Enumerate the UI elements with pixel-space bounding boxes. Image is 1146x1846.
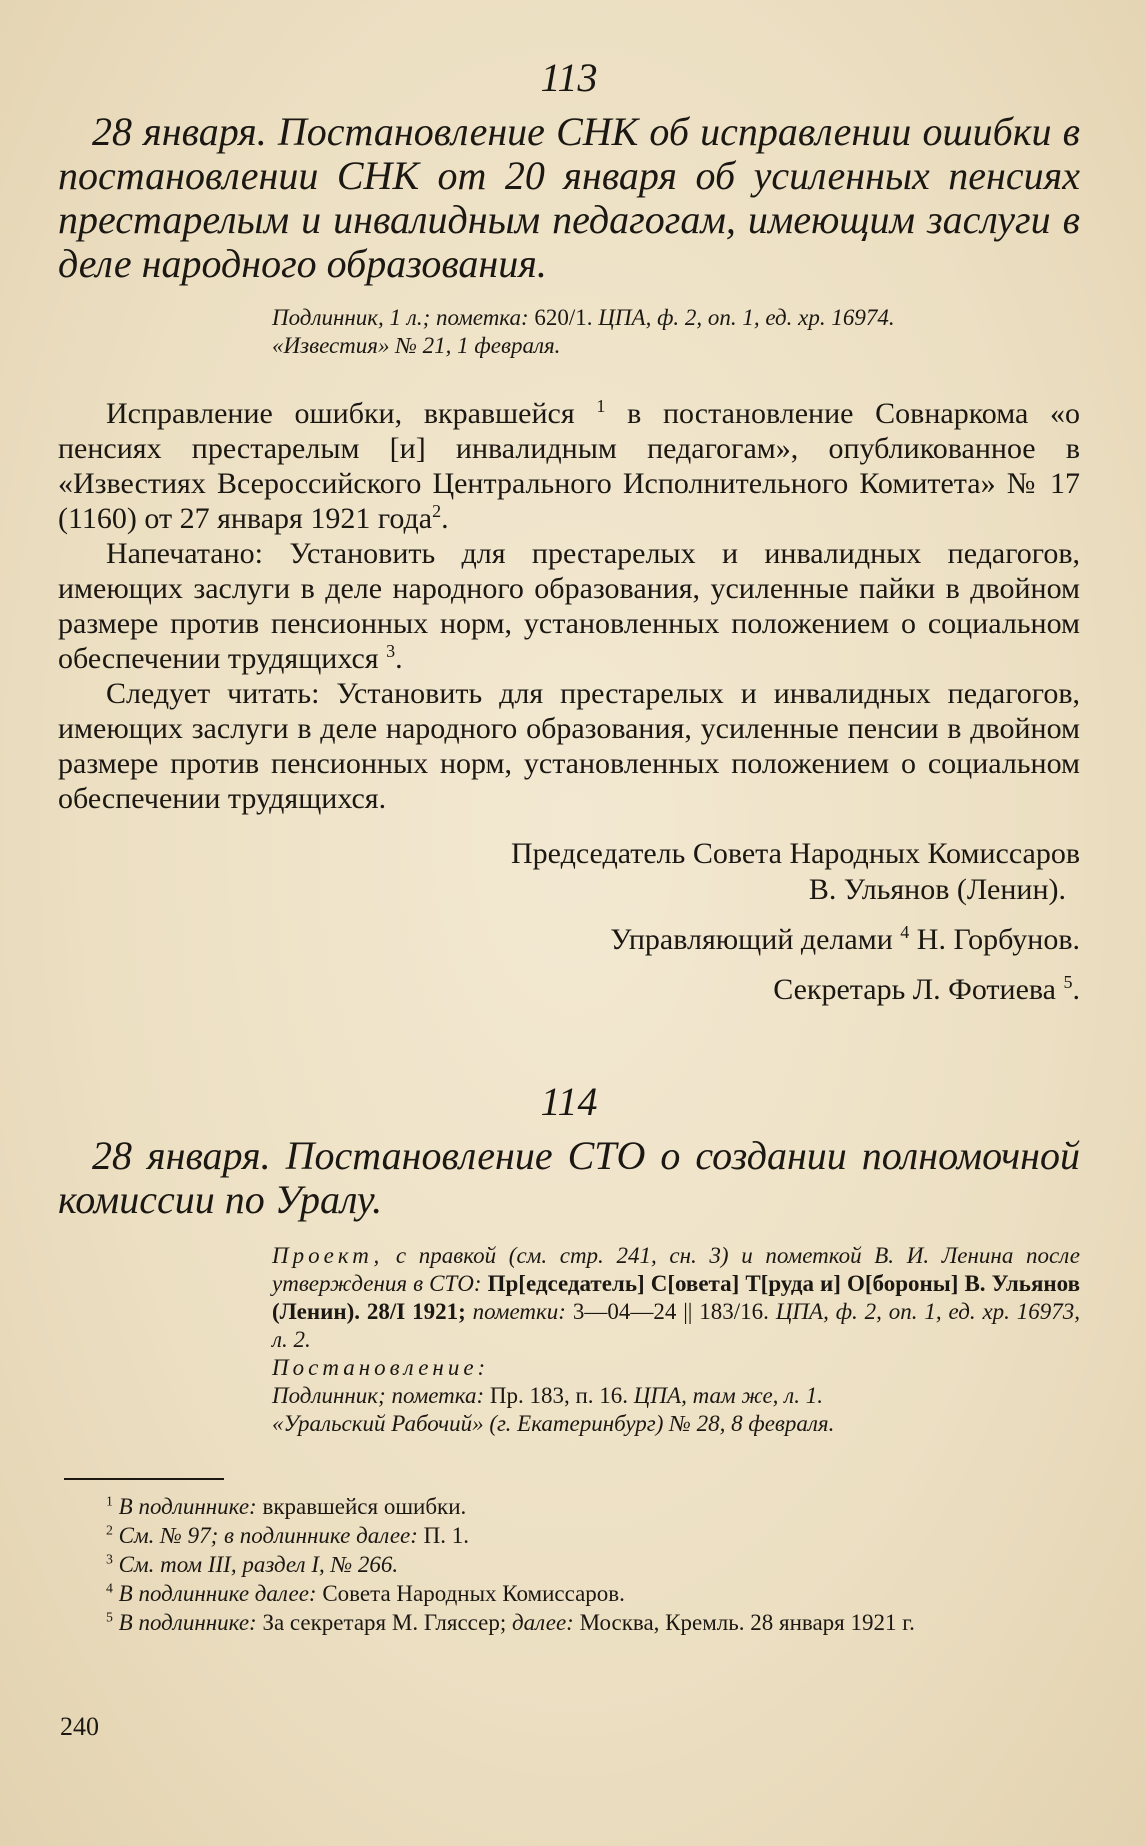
signature-line: Председатель Совета Народных Комиссаров	[511, 837, 1080, 870]
source-text: с правкой (см. стр. 241, сн. 3) и пометкой В. И. Ленина после утверждения в СТО:	[272, 1243, 1081, 1296]
footnote	[58, 1521, 1080, 1550]
footnote-text: Совета Народных Комиссаров.	[322, 1581, 625, 1606]
paragraph: Следует читать: Установить для престарелых и инвалидных педагогов, имеющих заслуги в деле народного образования, усиленные пенсии в двойном размере против пенсионных норм, установленных положением о социальном обеспечении трудящихся.	[58, 677, 1080, 815]
footnote-ref: 2	[432, 501, 442, 521]
footnote-text: П. 1.	[423, 1523, 470, 1548]
footnote-italic: далее:	[512, 1610, 574, 1635]
signature-name: Секретарь Л. Фотиева	[773, 973, 1056, 1006]
footnote	[58, 1492, 1080, 1521]
punct: .	[1072, 973, 1080, 1006]
footnote-ref: 1	[596, 396, 606, 416]
source-label: Подлинник, 1 л.; пометка:	[272, 305, 529, 330]
footnote-mark: 1	[106, 1493, 113, 1509]
footnote-ref: 3	[386, 641, 396, 661]
footnote-mark: 3	[106, 1551, 113, 1567]
footnote-ref: 4	[900, 922, 910, 942]
footnotes	[58, 1492, 1080, 1637]
signature-name: Н. Горбунов.	[916, 923, 1080, 956]
footnote	[58, 1579, 1080, 1608]
text: в постановление Совнаркома «о пенсиях престарелым [и] инвалидным педагогам», опубликованное в «Известиях Всероссийского Центрального Исполнительного Комитета» № 17 (1160) от 27 января 1921 года	[58, 397, 1081, 535]
spaced-label: Постановление:	[272, 1355, 490, 1380]
footnote-text: вкравшейся ошибки.	[262, 1494, 467, 1519]
publication-note: «Уральский Рабочий» (г. Екатеринбург) № 28, 8 февраля.	[272, 1411, 835, 1436]
document-number: 113	[540, 55, 598, 100]
text: Исправление ошибки, вкравшейся	[106, 397, 575, 430]
publication-note: «Известия» № 21, 1 февраля.	[272, 333, 561, 358]
source-value: 3—04—24 || 183/16.	[572, 1299, 769, 1324]
spaced-label: Проект,	[272, 1243, 384, 1268]
signature-line	[58, 872, 1080, 908]
source-note	[220, 1382, 1080, 1410]
footnote-italic: В подлиннике:	[118, 1610, 257, 1635]
source-value: Пр. 183, п. 16.	[489, 1383, 629, 1408]
footnote-text: Москва, Кремль. 28 января 1921 г.	[579, 1610, 915, 1635]
footnote	[58, 1550, 1080, 1579]
source-note	[220, 304, 1080, 332]
source-text: Пр[едседатель] С[овета] Т[руда и] О[бороны] В. Ульянов (Ленин). 28/I 1921;	[272, 1271, 1080, 1324]
footnote-text: За секретаря М. Гляссер;	[262, 1610, 507, 1635]
footnote	[58, 1608, 1080, 1637]
paragraph	[58, 536, 1080, 676]
source-label: Подлинник; пометка:	[272, 1383, 485, 1408]
document-title: 28 января. Постановление СТО о создании полномочной комиссии по Уралу.	[58, 1133, 1080, 1222]
paragraph	[58, 396, 1080, 536]
signature-line	[58, 972, 1080, 1008]
footnote-mark: 2	[106, 1522, 113, 1538]
source-ref: ЦПА, там же, л. 1.	[633, 1383, 823, 1408]
footnote-mark: 4	[106, 1580, 113, 1596]
footnote-mark: 5	[106, 1609, 113, 1625]
signature-name: В. Ульянов (Ленин).	[808, 873, 1066, 906]
footnote-ref: 5	[1063, 972, 1073, 992]
page-number: 240	[60, 1712, 99, 1741]
source-value: 620/1.	[534, 305, 593, 330]
document-title: 28 января. Постановление СНК об исправлении ошибки в постановлении СНК от 20 января об усиленных пенсиях престарелым и инвалидным педагогам, имеющим заслуги в деле народного образования.	[58, 109, 1080, 286]
source-label: пометки:	[472, 1299, 566, 1324]
footnote-italic: В подлиннике далее:	[118, 1581, 317, 1606]
signature-role: Управляющий делами	[610, 923, 893, 956]
source-note	[220, 1354, 1080, 1382]
text: Напечатано: Установить для престарелых и инвалидных педагогов, имеющих заслуги в деле народного образования, усиленные пайки в двойном размере против пенсионных норм, установленных положением о социальном обеспечении трудящихся	[58, 537, 1080, 675]
footnote-italic: В подлиннике:	[118, 1494, 257, 1519]
punct: .	[441, 502, 449, 535]
source-ref: ЦПА, ф. 2, оп. 1, ед. хр. 16973, л. 2.	[272, 1299, 1081, 1352]
source-note	[220, 1242, 1080, 1354]
footnote-italic: См. том III, раздел I, № 266.	[118, 1552, 399, 1577]
footnote-italic: См. № 97; в подлиннике далее:	[118, 1523, 418, 1548]
document-number: 114	[540, 1079, 598, 1124]
signature-line	[58, 922, 1080, 958]
punct: .	[395, 642, 403, 675]
source-ref: ЦПА, ф. 2, оп. 1, ед. хр. 16974.	[598, 305, 895, 330]
footnote-separator	[64, 1478, 224, 1480]
